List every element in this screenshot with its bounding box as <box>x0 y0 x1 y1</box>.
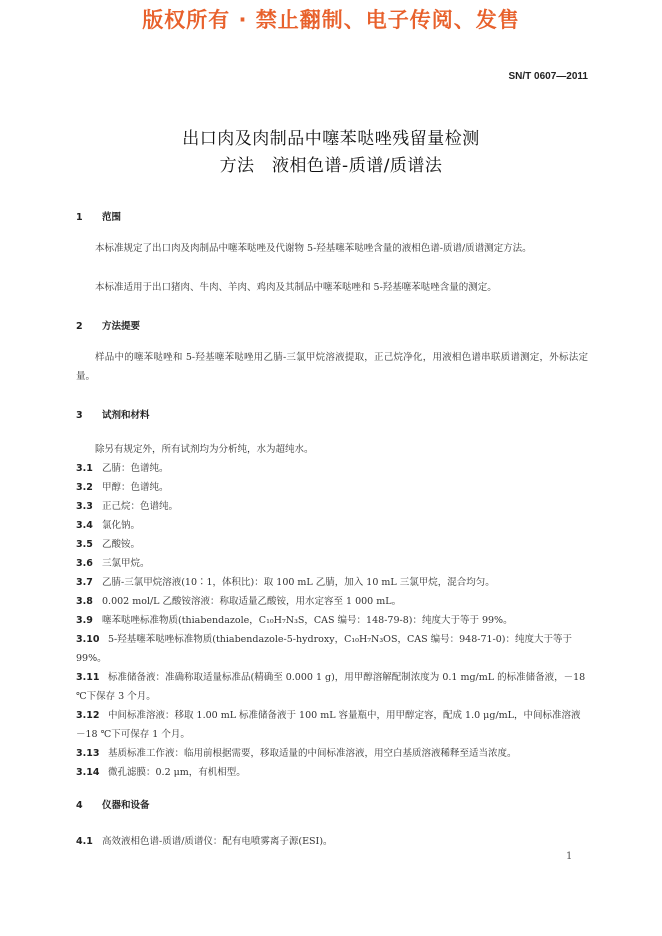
item-text: 标准储备液：准确称取适量标准品(精确至 0.000 1 g)，用甲醇溶解配制浓度为 0.1 mg/mL 的标准储备液，－18 ℃下保存 3 个月。 <box>76 672 586 702</box>
item-number: 3.2 <box>76 482 93 493</box>
reagent-item <box>76 630 588 668</box>
section-title: 范围 <box>102 212 122 223</box>
item-number: 3.6 <box>76 558 93 569</box>
scope-paragraph-2: 本标准适用于出口猪肉、牛肉、羊肉、鸡肉及其制品中噻苯哒唑和 5-羟基噻苯哒唑含量的测定。 <box>95 282 497 293</box>
reagent-item <box>76 573 588 592</box>
item-number: 3.3 <box>76 501 93 512</box>
reagent-item <box>76 592 588 611</box>
item-number: 3.14 <box>76 767 100 778</box>
item-number: 3.10 <box>76 634 100 645</box>
principle-paragraph: 样品中的噻苯哒唑和 5-羟基噻苯哒唑用乙腈-三氯甲烷溶液提取，正己烷净化，用液相色谱串联质谱测定，外标法定量。 <box>76 352 588 382</box>
reagent-item <box>76 497 588 516</box>
reagent-item <box>76 668 588 706</box>
item-number: 3.1 <box>76 463 93 474</box>
document-title-line-1: 出口肉及肉制品中噻苯哒唑残留量检测 <box>182 129 480 149</box>
item-number: 3.8 <box>76 596 93 607</box>
reagent-item <box>76 706 588 744</box>
section-title: 仪器和设备 <box>102 800 150 811</box>
page-number: 1 <box>566 851 573 862</box>
reagent-item <box>76 763 588 782</box>
section-number: 2 <box>76 321 83 332</box>
instrument-item <box>76 832 588 851</box>
reagents-intro: 除另有规定外，所有试剂均为分析纯，水为超纯水。 <box>95 444 314 455</box>
copyright-watermark: 版权所有 · 禁止翻制、电子传阅、发售 <box>142 8 520 32</box>
item-number: 3.4 <box>76 520 93 531</box>
item-text: 基质标准工作液：临用前根据需要，移取适量的中间标准溶液，用空白基质溶液稀释至适当浓度。 <box>108 748 517 759</box>
reagent-item <box>76 554 588 573</box>
reagent-item <box>76 459 588 478</box>
item-text: 0.002 mol/L 乙酸铵溶液：称取适量乙酸铵，用水定容至 1 000 mL。 <box>102 596 402 607</box>
item-text: 微孔滤膜：0.2 μm，有机相型。 <box>108 767 246 778</box>
section-heading-principle <box>76 318 140 332</box>
item-number: 4.1 <box>76 836 93 847</box>
item-text: 中间标准溶液：移取 1.00 mL 标准储备液于 100 mL 容量瓶中，用甲醇定容，配成 1.0 μg/mL，中间标准溶液－18 ℃下可保存 1 个月。 <box>76 710 581 740</box>
item-number: 3.5 <box>76 539 93 550</box>
section-heading-instruments <box>76 797 150 811</box>
item-text: 高效液相色谱-质谱/质谱仪：配有电喷雾离子源(ESI)。 <box>102 836 333 847</box>
item-text: 三氯甲烷。 <box>102 558 150 569</box>
section-heading-scope <box>76 209 121 223</box>
item-text: 噻苯哒唑标准物质(thiabendazole，C₁₀H₇N₃S，CAS 编号：148-79-8)：纯度大于等于 99%。 <box>102 615 513 626</box>
standard-number: SN/T 0607—2011 <box>508 71 588 82</box>
reagent-item <box>76 611 588 630</box>
reagent-item <box>76 744 588 763</box>
section-number: 3 <box>76 410 83 421</box>
reagent-item <box>76 478 588 497</box>
section-number: 4 <box>76 800 83 811</box>
item-number: 3.12 <box>76 710 100 721</box>
item-text: 5-羟基噻苯哒唑标准物质(thiabendazole-5-hydroxy，C₁₀H₇N₃OS，CAS 编号：948-71-0)：纯度大于等于 99%。 <box>76 634 573 664</box>
scope-paragraph-1: 本标准规定了出口肉及肉制品中噻苯哒唑及代谢物 5-羟基噻苯哒唑含量的液相色谱-质谱/质谱测定方法。 <box>95 243 532 254</box>
section-number: 1 <box>76 212 83 223</box>
item-text: 氯化钠。 <box>102 520 141 531</box>
reagent-item <box>76 535 588 554</box>
item-number: 3.11 <box>76 672 100 683</box>
item-text: 乙腈-三氯甲烷溶液(10∶1，体积比)：取 100 mL 乙腈，加入 10 mL 三氯甲烷，混合均匀。 <box>102 577 495 588</box>
item-text: 乙腈：色谱纯。 <box>102 463 169 474</box>
item-text: 乙酸铵。 <box>102 539 141 550</box>
section-heading-reagents <box>76 407 150 421</box>
item-number: 3.7 <box>76 577 93 588</box>
item-number: 3.13 <box>76 748 100 759</box>
item-text: 甲醇：色谱纯。 <box>102 482 169 493</box>
section-title: 方法提要 <box>102 321 141 332</box>
reagent-item <box>76 516 588 535</box>
item-text: 正己烷：色谱纯。 <box>102 501 179 512</box>
document-title-line-2: 方法 液相色谱-质谱/质谱法 <box>219 156 443 176</box>
item-number: 3.9 <box>76 615 93 626</box>
section-title: 试剂和材料 <box>102 410 150 421</box>
